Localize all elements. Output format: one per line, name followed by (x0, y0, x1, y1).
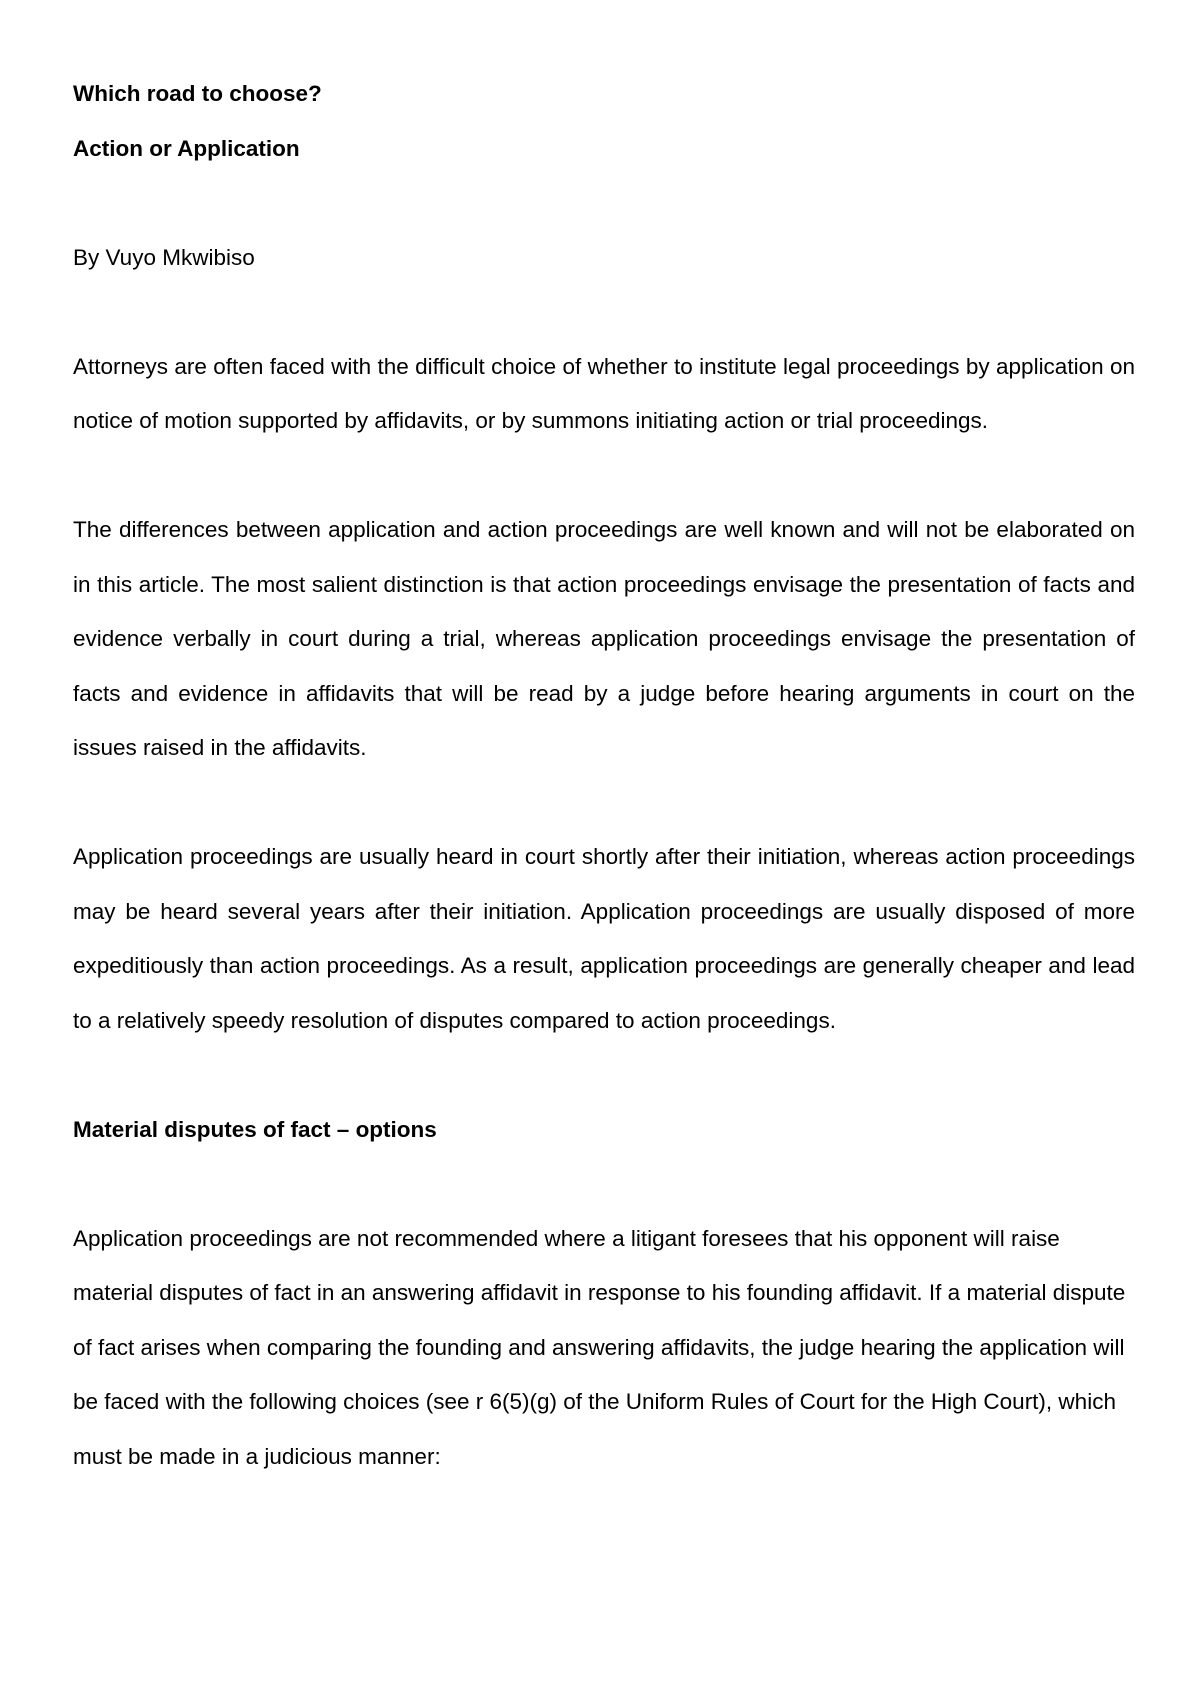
spacer (73, 1157, 1135, 1212)
spacer (73, 776, 1135, 831)
document-title: Which road to choose? (73, 81, 322, 106)
document-subtitle: Action or Application (73, 135, 300, 161)
section-heading: Material disputes of fact – options (73, 1116, 437, 1142)
byline: By Vuyo Mkwibiso (73, 244, 255, 270)
spacer (73, 1048, 1135, 1103)
spacer (73, 176, 1135, 231)
section-paragraph: Application proceedings are not recommended where a litigant foresees that his opponent will raise material disputes of fact in an answering affidavit in response to his founding affidavit. If a material dispute of fact arises when comparing the founding and answering affidavits, the judge hearing the application will be faced with the following choices (see r 6(5)(g) of the Uniform Rules of Court for the High Court), which must be made in a judicious manner: (73, 1225, 1126, 1469)
paragraph-2: The differences between application and action proceedings are well known and will not be elaborated on in this article. The most salient distinction is that action proceedings envisage the presentation of facts and evidence verbally in court during a trial, whereas application proceedings envisage the presentation of facts and evidence in affidavits that will be read by a judge before hearing arguments in court on the issues raised in the affidavits. (73, 517, 1135, 760)
spacer (73, 285, 1135, 340)
spacer (73, 449, 1135, 504)
paragraph-3: Application proceedings are usually heard in court shortly after their initiation, whereas action proceedings may be heard several years after their initiation. Application proceedings are usually disposed of more expeditiously than action proceedings. As a result, application proceedings are generally cheaper and lead to a relatively speedy resolution of disputes compared to action proceedings. (73, 844, 1135, 1033)
document-body (73, 67, 1135, 1484)
paragraph-1: Attorneys are often faced with the difficult choice of whether to institute legal proceedings by application on notice of motion supported by affidavits, or by summons initiating action or trial proceedings. (73, 353, 1135, 433)
